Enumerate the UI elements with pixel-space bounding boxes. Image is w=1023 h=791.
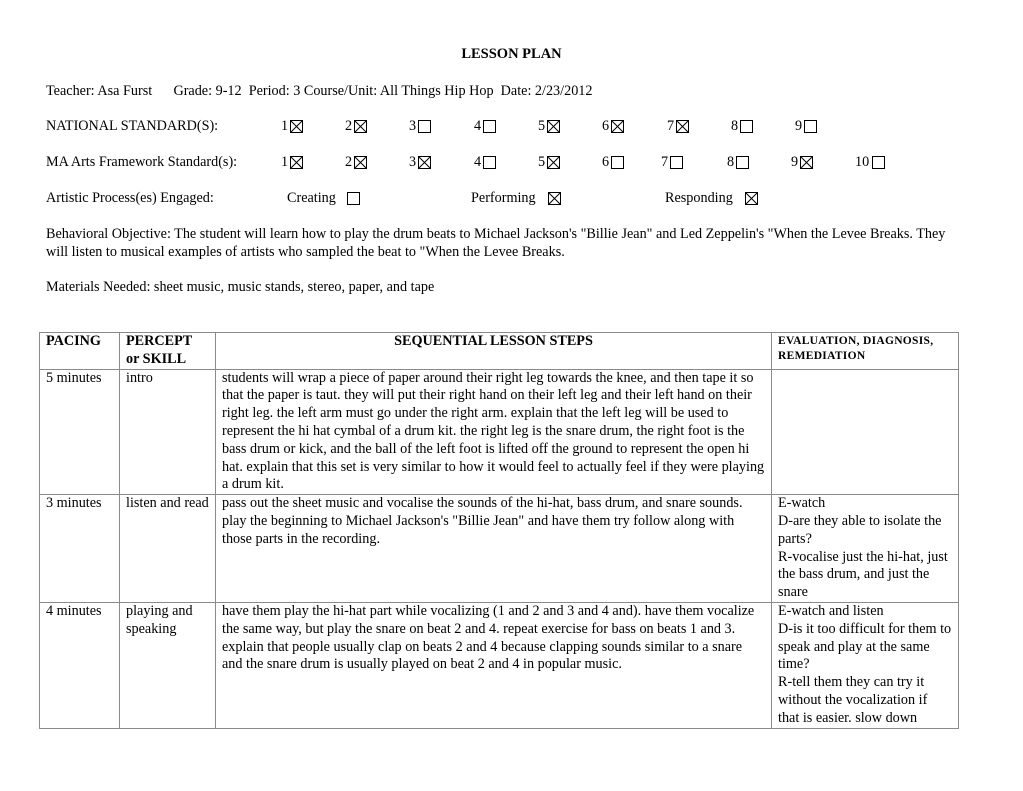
ma-standard-1-checkbox[interactable] (290, 156, 303, 169)
ma-standard-10-checkbox[interactable] (872, 156, 885, 169)
national-standards-label: NATIONAL STANDARD(S): (46, 118, 219, 134)
artistic-process-performing-checkbox[interactable] (548, 192, 561, 205)
national-standard-8-checkbox[interactable] (740, 120, 753, 133)
table-row (40, 602, 959, 728)
row-percept: intro (120, 369, 216, 495)
header-evaluation-line2: REMEDIATION (778, 350, 866, 362)
table-header-row (40, 333, 959, 370)
ma-standard-number: 8 (727, 154, 735, 170)
table-row (40, 495, 959, 603)
national-standard-4-checkbox[interactable] (483, 120, 496, 133)
artistic-process-responding-checkbox[interactable] (745, 192, 758, 205)
ma-standard-number: 1 (281, 154, 289, 170)
row-pacing: 5 minutes (40, 369, 120, 495)
row-steps: students will wrap a piece of paper around their right leg towards the knee, and then tape it so that the paper is taut. they will put their right hand on their left leg and their left hand on their right leg. the left arm must go under the right arm. explain that the left leg will be used to represent the hi hat cymbal of a drum kit. the right leg is the snare drum, the right foot is the bass drum or kick, and the ball of the left foot is lifted off the ground to represent the open hi hat. explain that this set is very similar to how it would feel to actually feel if they were playing a drum kit. (216, 369, 772, 495)
header-steps: SEQUENTIAL LESSON STEPS (216, 333, 772, 370)
national-standard-number: 5 (538, 118, 546, 134)
ma-standard-number: 5 (538, 154, 546, 170)
national-standard-number: 7 (667, 118, 675, 134)
header-evaluation-line1: EVALUATION, DIAGNOSIS, (778, 335, 934, 347)
header-percept-line1: PERCEPT (126, 333, 193, 349)
row-steps: have them play the hi-hat part while vocalizing (1 and 2 and 3 and 4 and). have them vocalize the same way, but play the snare on beat 2 and 4. repeat exercise for bass on beats 1 and 3. explain that people usually clap on beats 2 and 4 because clapping sounds similar to a snare and the snare drum is usually played on beat 2 and 4 in popular music. (216, 602, 772, 728)
materials-needed: Materials Needed: sheet music, music stands, stereo, paper, and tape (46, 279, 435, 295)
evaluation-line: R-vocalise just the hi-hat, just the bass drum, and just the snare (778, 548, 948, 601)
ma-standard-number: 4 (474, 154, 482, 170)
ma-framework-label: MA Arts Framework Standard(s): (46, 154, 238, 170)
artistic-process-creating-checkbox[interactable] (347, 192, 360, 205)
row-percept: listen and read (120, 495, 216, 603)
table-row (40, 369, 959, 495)
ma-standard-9-checkbox[interactable] (800, 156, 813, 169)
header-percept-line2: or SKILL (126, 350, 187, 367)
ma-standard-8-checkbox[interactable] (736, 156, 749, 169)
lesson-steps-table (39, 332, 959, 729)
ma-standard-number: 3 (409, 154, 417, 170)
row-evaluation (772, 369, 959, 495)
national-standard-number: 3 (409, 118, 417, 134)
ma-standard-7-checkbox[interactable] (670, 156, 683, 169)
header-percept (120, 333, 216, 370)
ma-standard-number: 2 (345, 154, 353, 170)
ma-standard-number: 6 (602, 154, 610, 170)
artistic-process-label: Artistic Process(es) Engaged: (46, 190, 214, 206)
document-title: LESSON PLAN (461, 46, 562, 62)
evaluation-line: D-are they able to isolate the parts? (778, 512, 942, 547)
ma-standard-number: 10 (855, 154, 870, 170)
national-standard-number: 8 (731, 118, 739, 134)
row-pacing: 3 minutes (40, 495, 120, 603)
national-standard-number: 2 (345, 118, 353, 134)
artistic-process-label-creating: Creating (287, 190, 336, 206)
ma-standard-2-checkbox[interactable] (354, 156, 367, 169)
national-standard-2-checkbox[interactable] (354, 120, 367, 133)
evaluation-line: E-watch (778, 495, 826, 512)
national-standard-number: 4 (474, 118, 482, 134)
evaluation-line: D-is it too difficult for them to speak and play at the same time? (778, 620, 952, 673)
row-pacing: 4 minutes (40, 602, 120, 728)
row-percept: playing and speaking (120, 602, 216, 728)
row-steps: pass out the sheet music and vocalise the sounds of the hi-hat, bass drum, and snare sounds. play the beginning to Michael Jackson's "Billie Jean" and have them try follow along with those parts in the recording. (216, 495, 772, 603)
national-standard-7-checkbox[interactable] (676, 120, 689, 133)
row-evaluation (772, 602, 959, 728)
artistic-process-label-performing: Performing (471, 190, 536, 206)
ma-standard-3-checkbox[interactable] (418, 156, 431, 169)
evaluation-line: R-tell them they can try it without the vocalization if that is easier. slow down (778, 674, 928, 726)
ma-standard-4-checkbox[interactable] (483, 156, 496, 169)
ma-standard-5-checkbox[interactable] (547, 156, 560, 169)
teacher-info-line: Teacher: Asa Furst Grade: 9-12 Period: 3 Course/Unit: All Things Hip Hop Date: 2/23/2012 (46, 83, 593, 99)
ma-standard-6-checkbox[interactable] (611, 156, 624, 169)
row-evaluation (772, 495, 959, 603)
artistic-process-label-responding: Responding (665, 190, 733, 206)
evaluation-line: E-watch and listen (778, 602, 884, 619)
national-standard-6-checkbox[interactable] (611, 120, 624, 133)
national-standard-5-checkbox[interactable] (547, 120, 560, 133)
header-pacing: PACING (40, 333, 120, 370)
national-standard-number: 9 (795, 118, 803, 134)
national-standard-1-checkbox[interactable] (290, 120, 303, 133)
behavioral-objective: Behavioral Objective: The student will learn how to play the drum beats to Michael Jackson's "Billie Jean" and Led Zeppelin's "When the Levee Breaks. They will listen to musical examples of artists who sampled the beat to "When the Levee Breaks. (46, 226, 946, 260)
national-standard-number: 6 (602, 118, 610, 134)
national-standard-number: 1 (281, 118, 289, 134)
national-standard-9-checkbox[interactable] (804, 120, 817, 133)
ma-standard-number: 9 (791, 154, 799, 170)
header-evaluation (772, 333, 959, 370)
ma-standard-number: 7 (661, 154, 669, 170)
national-standard-3-checkbox[interactable] (418, 120, 431, 133)
